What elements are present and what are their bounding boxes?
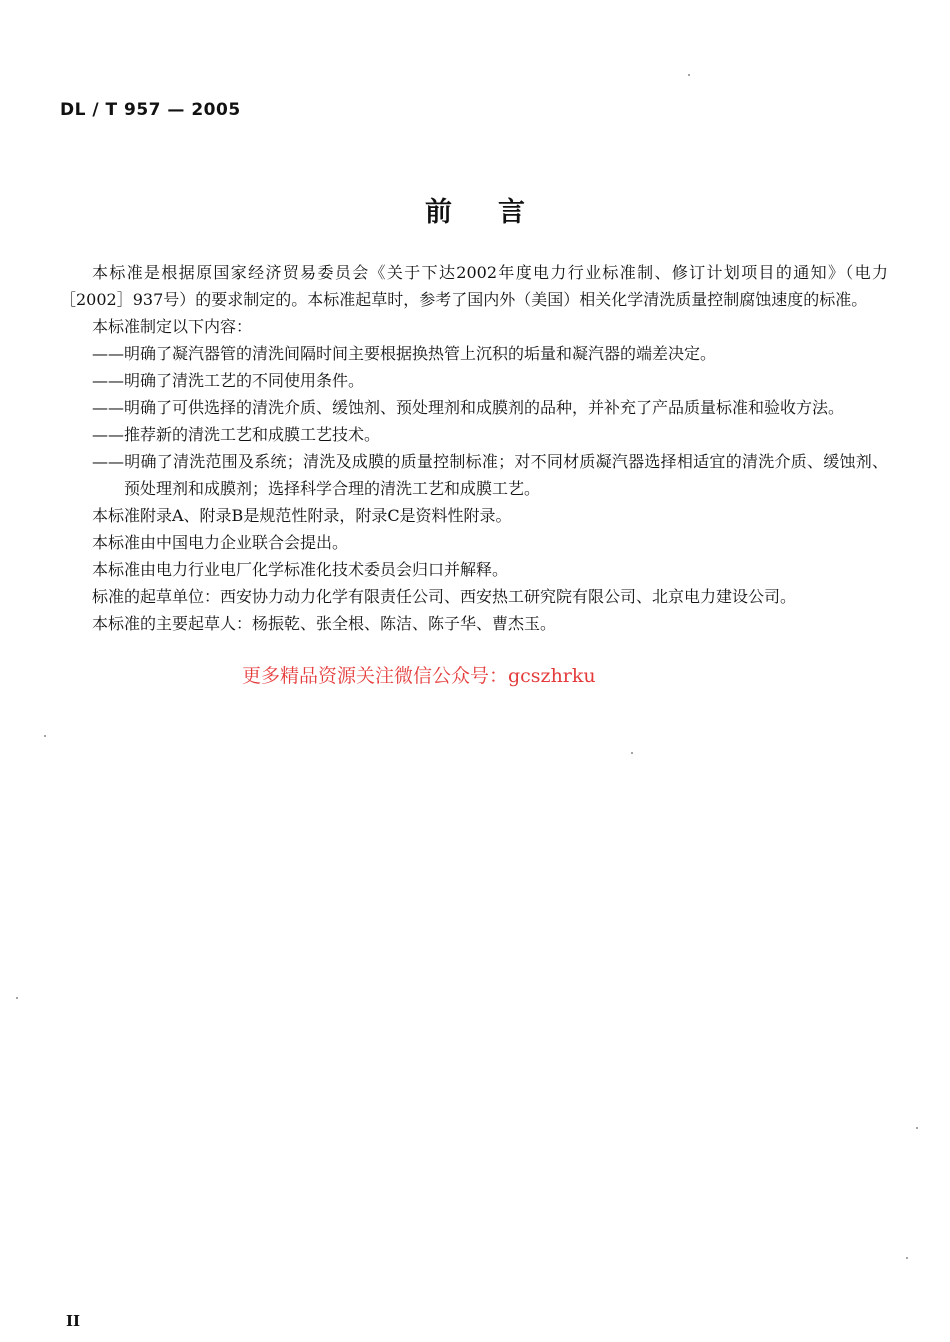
list-item: ——明确了清洗工艺的不同使用条件。 <box>92 371 365 390</box>
scan-speck <box>16 997 18 999</box>
foreword-body <box>60 259 888 637</box>
list-item: ——明确了可供选择的清洗介质、缓蚀剂、预处理剂和成膜剂的品种，并补充了产品质量标准和验收方法。 <box>92 398 845 417</box>
list-item: ——推荐新的清洗工艺和成膜工艺技术。 <box>92 425 381 444</box>
scan-speck <box>631 752 633 754</box>
scan-speck <box>44 735 46 737</box>
list-item: ——明确了凝汽器管的清洗间隔时间主要根据换热管上沉积的垢量和凝汽器的端差决定。 <box>92 344 717 363</box>
intro-paragraph: 本标准是根据原国家经济贸易委员会《关于下达2002年度电力行业标准制、修订计划项目的通知》（电力［2002］937号）的要求制定的。本标准起草时，参考了国内外（美国）相关化学清洗质量控制腐蚀速度的标准。 <box>60 263 888 309</box>
appendix-note: 本标准附录A、附录B是规范性附录，附录C是资料性附录。 <box>92 506 512 525</box>
scan-speck <box>688 74 690 76</box>
page-number: II <box>66 1312 81 1330</box>
interpreter-note: 本标准由电力行业电厂化学标准化技术委员会归口并解释。 <box>92 560 509 579</box>
watermark-text: 更多精品资源关注微信公众号：gcszhrku <box>242 665 596 687</box>
list-item: ——明确了清洗范围及系统；清洗及成膜的质量控制标准；对不同材质凝汽器选择相适宜的清洗介质、缓蚀剂、预处理剂和成膜剂；选择科学合理的清洗工艺和成膜工艺。 <box>92 452 888 498</box>
proposer-note: 本标准由中国电力企业联合会提出。 <box>92 533 349 552</box>
drafters: 本标准的主要起草人：杨振乾、张全根、陈洁、陈子华、曹杰玉。 <box>92 614 557 633</box>
page-title: 前言 <box>425 197 571 228</box>
scan-speck <box>906 1257 908 1259</box>
scan-speck <box>916 1127 918 1129</box>
contents-heading: 本标准制定以下内容： <box>92 317 253 336</box>
drafting-units: 标准的起草单位：西安协力动力化学有限责任公司、西安热工研究院有限公司、北京电力建设公司。 <box>92 587 797 606</box>
standard-code: DL / T 957 — 2005 <box>60 100 241 120</box>
